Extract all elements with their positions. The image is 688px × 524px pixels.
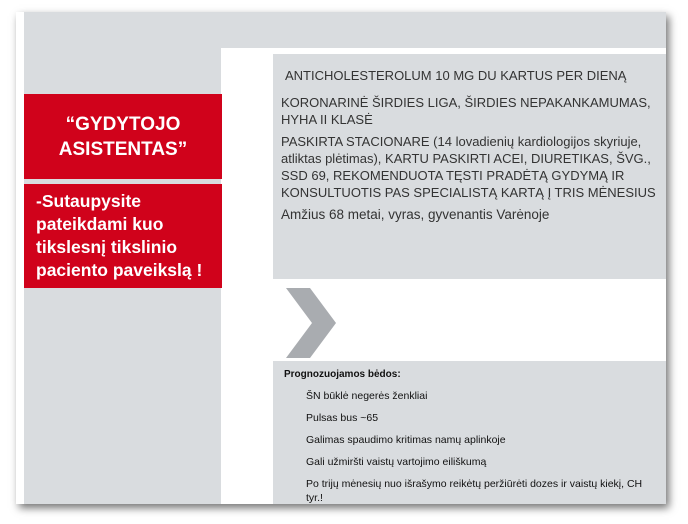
patient-age-line: Amžius 68 metai, vyras, gyvenantis Varėnoje [281,207,550,222]
note-box: -Sutaupysite pateikdami kuo tikslesnį tikslinio paciento paveikslą ! [24,184,222,288]
problem-item: Galimas spaudimo kritimas namų aplinkoje [306,434,506,446]
chevron-right-icon [286,288,336,358]
problem-item: Pulsas bus ~65 [306,412,379,424]
title-box: “GYDYTOJO ASISTENTAS” [24,94,222,179]
patient-info [281,67,661,228]
problems-list [306,389,661,504]
patient-info-line: KORONARINĖ ŠIRDIES LIGA, ŠIRDIES NEPAKANKAMUMAS, HYHA II KLASĖ [281,95,651,127]
problem-item: Po trijų mėnesių nuo išrašymo reikėtų peržiūrėti dozes ir vaistų kiekį, CH tyr.! [306,478,643,504]
problems-title: Prognozuojamos bėdos: [284,369,401,380]
problem-item: ŠN būklė negerės ženkliai [306,390,428,402]
patient-info-line: PASKIRTA STACIONARE (14 lovadienių kardiologijos skyriuje, atliktas plėtimas), KARTU PASKIRTI ACEI, DIURETIKAS, ŠVG., SSD 69, REKOMENDUOTA TĘSTI PRADĖTĄ GYDYMĄ IR KONSULTUOTIS PAS SPECIALISTĄ KARTĄ Į TRIS MĖNESIUS [281,134,656,200]
patient-info-line: ANTICHOLESTEROLUM 10 MG DU KARTUS PER DIENĄ [285,68,627,83]
problem-item: Gali užmiršti vaistų vartojimo eiliškumą [306,456,487,468]
